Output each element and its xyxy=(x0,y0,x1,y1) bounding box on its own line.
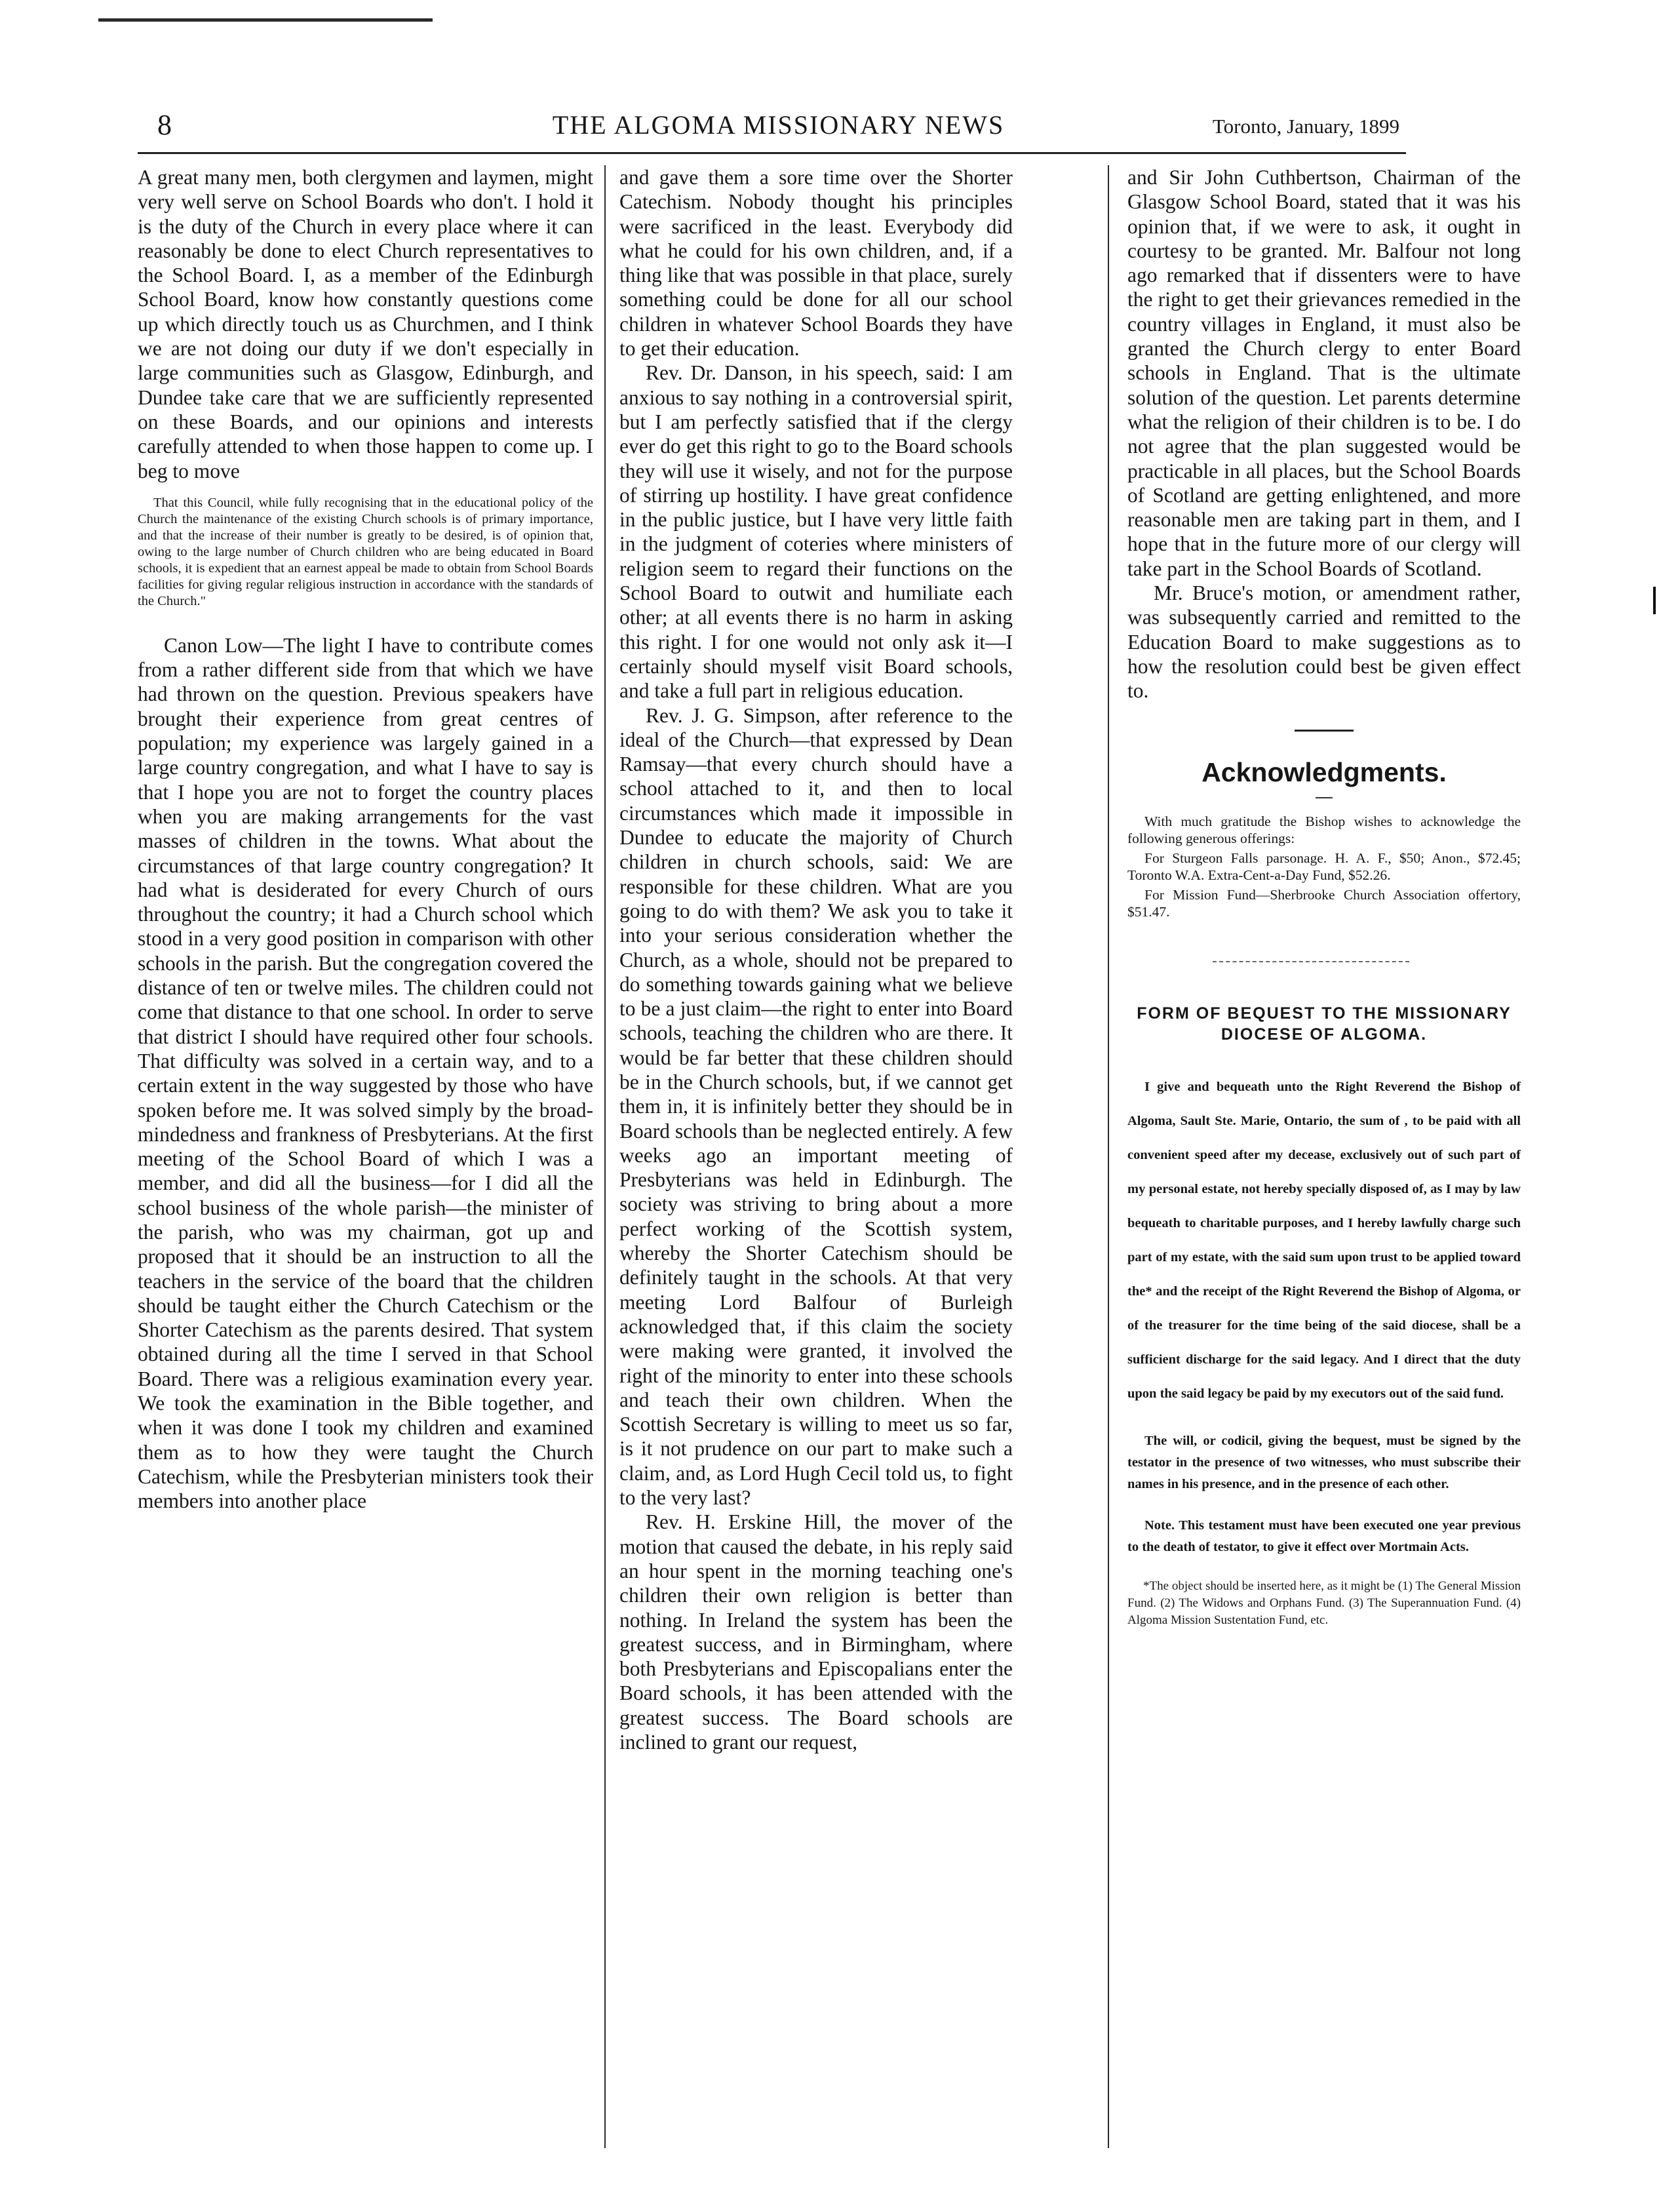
dateline: Toronto, January, 1899 xyxy=(1212,115,1399,138)
paragraph: Canon Low—The light I have to contribute comes from a rather different side from that which we have had thrown on the question. Previous speakers have brought their experience from great centres of population; my experience was largely gained in a large country congregation, and what I have to say is that I hope you are not to forget the country places when you are making arrangements for the vast masses of children in the towns. What about the circumstances of that large country congregation? It had what is desiderated for every Church of ours throughout the country; it had a Church school which stood in a very good position in comparison with other schools in the parish. But the congregation covered the distance of ten or twelve miles. The children could not come that distance to that one school. In order to serve that district I should have required other four schools. That difficulty was solved in a certain way, and to a certain extent in the way suggested by those who have spoken before me. It was solved simply by the broad-mindedness and frankness of Presbyterians. At the first meeting of the School Board of which I was a member, and did all the business—for I did all the school business of the whole parish—the minister of the parish, who was my chairman, got up and proposed that it should be an instruction to all the teachers in the service of the board that the children should be taught either the Church Catechism or the Shorter Catechism as the parents desired. That system obtained during all the time I served in that School Board. There was a religious examination every year. We took the examination in the Bible together, and when it was done I took my children and examined them as to how they were taught the Church Catechism, while the Presbyterian ministers took their members into another place xyxy=(138,633,593,1513)
heading-divider xyxy=(1316,797,1333,798)
paragraph: Mr. Bruce's motion, or amendment rather, was subsequently carried and remitted to the Education Board to make suggestions as to how the resolution could best be given effect to. xyxy=(1127,581,1521,703)
resolution-text: That this Council, while fully recognising that in the educational policy of the Church the maintenance of the existing Church schools is of primary importance, and that the increase of their number is greatly to be desired, is of opinion that, owing to the large number of Church children who are being educated in Board schools, it is expedient that an earnest appeal be made to obtain from School Boards facilities for giving regular religious instruction in accordance with the standards of the Church." xyxy=(138,495,593,608)
dashed-divider xyxy=(1213,961,1409,962)
bequest-will-note: The will, or codicil, giving the bequest, must be signed by the testator in the presence of two witnesses, who must subscribe their names in his presence, and in the presence of each other. xyxy=(1127,1433,1521,1491)
column-3 xyxy=(1127,165,1521,1629)
bequest-heading: FORM OF BEQUEST TO THE MISSIONARY DIOCESE OF ALGOMA. xyxy=(1137,1004,1512,1044)
paragraph: and Sir John Cuthbertson, Chairman of the Glasgow School Board, stated that it was his opinion that, if we were to ask, it ought in courtesy to be granted. Mr. Balfour not long ago remarked that if dissenters were to have the right to get their grievances remedied in the country villages in England, it must also be granted the Church clergy to enter Board schools in England. That is the ultimate solution of the question. Let parents determine what the religion of their children is to be. I do not agree that the plan suggested would be practicable in all places, but the School Boards of Scotland are getting enlightened, and more reasonable men are taking part in them, and I hope that in the future more of our clergy will take part in the School Boards of Scotland. xyxy=(1127,166,1521,580)
paragraph: A great many men, both clergymen and laymen, might very well serve on School Boards who don't. I hold it is the duty of the Church in every place where it can reasonably be done to elect Church representatives to the School Board. I, as a member of the Edinburgh School Board, know how constantly questions come up which directly touch us as Churchmen, and I think we are not doing our duty if we don't especially in large communities such as Glasgow, Edinburgh, and Dundee take care that we are sufficiently represented on these Boards, and our opinions and interests carefully attended to when those happen to come up. I beg to move xyxy=(138,166,593,482)
paragraph: Rev. J. G. Simpson, after reference to the ideal of the Church—that expressed by Dean Ramsay—that every church should have a school attached to it, and then to local circumstances which made it impossible in Dundee to educate the majority of Church children in church schools, said: We are responsible for these children. What are you going to do with them? We ask you to take it into your serious consideration whether the Church, as a whole, should not be prepared to do something towards gaining what we believe to be a just claim—the right to enter into Board schools, teaching the children who are there. It would be far better that these children should be in the Church schools, but, if we cannot get them in, it is infinitely better they should be in Board schools than be neglected entirely. A few weeks ago an important meeting of Presbyterians was held in Edinburgh. The society was striving to bring about a more perfect working of the Scottish system, whereby the Shorter Catechism should be definitely taught in the schools. At that very meeting Lord Balfour of Burleigh acknowledged that, if this claim the society were making were granted, it involved the right of the minority to enter into these schools and teach their own children. When the Scottish Secretary is willing to meet us so far, is it not prudence on our part to make such a claim, and, as Lord Hugh Cecil told us, to fight to the very last? xyxy=(619,703,1013,1510)
acknowledgments-heading: Acknowledgments. xyxy=(1201,756,1447,787)
acknowledgment-item: For Sturgeon Falls parsonage. H. A. F., $50; Anon., $72.45; Toronto W.A. Extra-Cent-a-Day Fund, $52.26. xyxy=(1127,850,1521,883)
paragraph: and gave them a sore time over the Shorter Catechism. Nobody thought his principles were sacrificed in the least. Everybody did what he could for his own children, and, if a thing like that was possible in that place, surely something could be done for all our school children in whatever School Boards they have to get their education. xyxy=(619,166,1013,361)
top-rule xyxy=(98,18,433,22)
page-header xyxy=(157,108,1399,147)
acknowledgments-intro: With much gratitude the Bishop wishes to acknowledge the following generous offerings: xyxy=(1127,813,1521,846)
column-divider xyxy=(1108,165,1109,2148)
bequest-mortmain-note: Note. This testament must have been executed one year previous to the death of testator, to give it effect over Mortmain Acts. xyxy=(1127,1518,1521,1554)
acknowledgment-item: For Mission Fund—Sherbrooke Church Association offertory, $51.47. xyxy=(1127,886,1521,920)
section-divider xyxy=(1295,730,1354,732)
bequest-body: I give and bequeath unto the Right Reverend the Bishop of Algoma, Sault Ste. Marie, Ontario, the sum of , to be paid with all convenient speed after my decease, exclusively out of such part of my personal estate, not hereby specially disposed of, as I may by law bequeath to charitable purposes, and I hereby lawfully charge such part of my estate, with the said sum upon trust to be applied toward the* and the receipt of the Right Reverend the Bishop of Algoma, or of the treasurer for the time being of the said diocese, shall be a sufficient discharge for the said legacy. And I direct that the duty upon the said legacy be paid by my executors out of the said fund. xyxy=(1127,1079,1521,1401)
column-divider xyxy=(604,165,606,2148)
masthead-title: THE ALGOMA MISSIONARY NEWS xyxy=(552,110,1005,140)
margin-mark xyxy=(1653,587,1656,614)
column-2 xyxy=(619,165,1013,1754)
paragraph: Rev. H. Erskine Hill, the mover of the motion that caused the debate, in his reply said an hour spent in the morning teaching one's children their own religion is better than nothing. In Ireland the system has been the greatest success, and in Birmingham, where both Presbyterians and Episcopalians enter the Board schools, it has been attended with the greatest success. The Board schools are inclined to grant our request, xyxy=(619,1510,1013,1754)
bequest-footnote: *The object should be inserted here, as it might be (1) The General Mission Fund. (2) The Widows and Orphans Fund. (3) The Superannuation Fund. (4) Algoma Mission Sustentation Fund, etc. xyxy=(1127,1578,1521,1627)
column-1 xyxy=(138,165,593,1514)
header-rule xyxy=(138,152,1406,154)
page-number: 8 xyxy=(157,109,172,141)
paragraph: Rev. Dr. Danson, in his speech, said: I am anxious to say nothing in a controversial spirit, but I am perfectly satisfied that if the clergy ever do get this right to go to the Board schools they will use it wisely, and not for the purpose of stirring up hostility. I have great confidence in the public justice, but I have very little faith in the judgment of coteries where ministers of religion seem to regard their functions on the School Board to outwit and humiliate each other; at all events there is no harm in asking this right. I for one would not only ask it—I certainly should myself visit Board schools, and take a full part in religious education. xyxy=(619,361,1013,703)
